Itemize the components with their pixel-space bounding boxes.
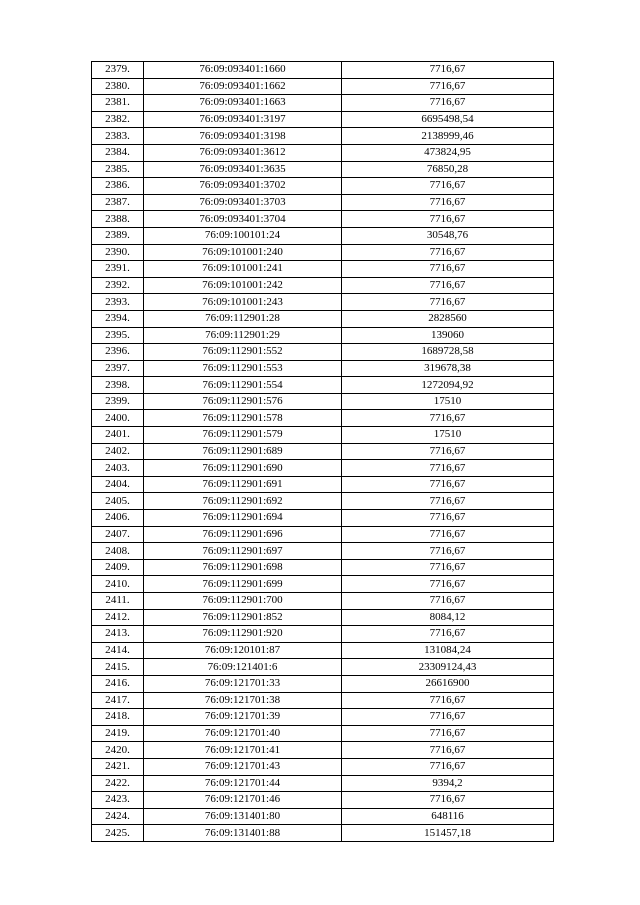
row-number-cell: 2418.: [92, 709, 144, 726]
value-cell: 7716,67: [342, 526, 554, 543]
table-row: [92, 559, 554, 576]
value-cell: 7716,67: [342, 211, 554, 228]
row-number-cell: 2394.: [92, 310, 144, 327]
table-row: [92, 626, 554, 643]
cadastral-number-cell: 76:09:093401:3198: [144, 128, 342, 145]
row-number-cell: 2392.: [92, 277, 144, 294]
value-cell: 7716,67: [342, 277, 554, 294]
cadastral-number-cell: 76:09:112901:578: [144, 410, 342, 427]
row-number-cell: 2401.: [92, 427, 144, 444]
cadastral-number-cell: 76:09:112901:553: [144, 360, 342, 377]
table-row: [92, 211, 554, 228]
cadastral-number-cell: 76:09:121701:43: [144, 758, 342, 775]
value-cell: 7716,67: [342, 294, 554, 311]
table-row: [92, 808, 554, 825]
cadastral-number-cell: 76:09:112901:698: [144, 559, 342, 576]
table-row: [92, 62, 554, 79]
value-cell: 7716,67: [342, 95, 554, 112]
row-number-cell: 2382.: [92, 111, 144, 128]
value-cell: 7716,67: [342, 443, 554, 460]
table-row: [92, 144, 554, 161]
row-number-cell: 2400.: [92, 410, 144, 427]
table-row: [92, 460, 554, 477]
cadastral-number-cell: 76:09:112901:852: [144, 609, 342, 626]
row-number-cell: 2414.: [92, 642, 144, 659]
value-cell: 319678,38: [342, 360, 554, 377]
value-cell: 9394,2: [342, 775, 554, 792]
row-number-cell: 2415.: [92, 659, 144, 676]
cadastral-number-cell: 76:09:112901:692: [144, 493, 342, 510]
value-cell: 139060: [342, 327, 554, 344]
table-row: [92, 526, 554, 543]
row-number-cell: 2383.: [92, 128, 144, 145]
value-cell: 151457,18: [342, 825, 554, 842]
value-cell: 7716,67: [342, 709, 554, 726]
value-cell: 473824,95: [342, 144, 554, 161]
table-row: [92, 194, 554, 211]
cadastral-number-cell: 76:09:112901:576: [144, 393, 342, 410]
value-cell: 7716,67: [342, 758, 554, 775]
cadastral-number-cell: 76:09:112901:579: [144, 427, 342, 444]
table-row: [92, 178, 554, 195]
value-cell: 1689728,58: [342, 344, 554, 361]
cadastral-number-cell: 76:09:112901:697: [144, 543, 342, 560]
value-cell: 7716,67: [342, 78, 554, 95]
table-row: [92, 825, 554, 842]
value-cell: 6695498,54: [342, 111, 554, 128]
value-cell: 648116: [342, 808, 554, 825]
row-number-cell: 2380.: [92, 78, 144, 95]
value-cell: 7716,67: [342, 62, 554, 79]
cadastral-number-cell: 76:09:121701:39: [144, 709, 342, 726]
table-row: [92, 675, 554, 692]
table-row: [92, 244, 554, 261]
row-number-cell: 2423.: [92, 792, 144, 809]
value-cell: 2828560: [342, 310, 554, 327]
row-number-cell: 2407.: [92, 526, 144, 543]
cadastral-number-cell: 76:09:101001:240: [144, 244, 342, 261]
value-cell: 2138999,46: [342, 128, 554, 145]
table-row: [92, 593, 554, 610]
row-number-cell: 2411.: [92, 593, 144, 610]
cadastral-number-cell: 76:09:101001:242: [144, 277, 342, 294]
cadastral-number-cell: 76:09:101001:241: [144, 261, 342, 278]
row-number-cell: 2388.: [92, 211, 144, 228]
value-cell: 76850,28: [342, 161, 554, 178]
cadastral-number-cell: 76:09:131401:80: [144, 808, 342, 825]
cadastral-number-cell: 76:09:120101:87: [144, 642, 342, 659]
cadastral-number-cell: 76:09:100101:24: [144, 227, 342, 244]
table-row: [92, 792, 554, 809]
row-number-cell: 2424.: [92, 808, 144, 825]
row-number-cell: 2390.: [92, 244, 144, 261]
value-cell: 7716,67: [342, 493, 554, 510]
table-row: [92, 725, 554, 742]
row-number-cell: 2425.: [92, 825, 144, 842]
row-number-cell: 2389.: [92, 227, 144, 244]
cadastral-number-cell: 76:09:093401:1663: [144, 95, 342, 112]
row-number-cell: 2410.: [92, 576, 144, 593]
value-cell: 7716,67: [342, 244, 554, 261]
cadastral-number-cell: 76:09:121701:33: [144, 675, 342, 692]
table-row: [92, 410, 554, 427]
row-number-cell: 2413.: [92, 626, 144, 643]
table-row: [92, 227, 554, 244]
cadastral-number-cell: 76:09:093401:3704: [144, 211, 342, 228]
table-row: [92, 327, 554, 344]
value-cell: 7716,67: [342, 410, 554, 427]
table-row: [92, 443, 554, 460]
value-cell: 7716,67: [342, 742, 554, 759]
value-cell: 7716,67: [342, 261, 554, 278]
table-row: [92, 111, 554, 128]
value-cell: 8084,12: [342, 609, 554, 626]
value-cell: 7716,67: [342, 543, 554, 560]
table-row: [92, 659, 554, 676]
table-row: [92, 310, 554, 327]
cadastral-number-cell: 76:09:093401:3703: [144, 194, 342, 211]
cadastral-number-cell: 76:09:093401:3702: [144, 178, 342, 195]
table-row: [92, 476, 554, 493]
table-row: [92, 393, 554, 410]
value-cell: 7716,67: [342, 510, 554, 527]
cadastral-number-cell: 76:09:093401:3197: [144, 111, 342, 128]
row-number-cell: 2393.: [92, 294, 144, 311]
row-number-cell: 2396.: [92, 344, 144, 361]
row-number-cell: 2387.: [92, 194, 144, 211]
row-number-cell: 2381.: [92, 95, 144, 112]
row-number-cell: 2422.: [92, 775, 144, 792]
table-row: [92, 344, 554, 361]
row-number-cell: 2406.: [92, 510, 144, 527]
cadastral-number-cell: 76:09:121401:6: [144, 659, 342, 676]
data-table: [91, 61, 554, 842]
value-cell: 17510: [342, 393, 554, 410]
row-number-cell: 2408.: [92, 543, 144, 560]
value-cell: 7716,67: [342, 593, 554, 610]
table-row: [92, 642, 554, 659]
table-body: [92, 62, 554, 842]
table-row: [92, 543, 554, 560]
table-row: [92, 377, 554, 394]
value-cell: 131084,24: [342, 642, 554, 659]
value-cell: 7716,67: [342, 460, 554, 477]
row-number-cell: 2399.: [92, 393, 144, 410]
cadastral-number-cell: 76:09:112901:699: [144, 576, 342, 593]
row-number-cell: 2398.: [92, 377, 144, 394]
cadastral-number-cell: 76:09:121701:44: [144, 775, 342, 792]
cadastral-number-cell: 76:09:112901:554: [144, 377, 342, 394]
cadastral-number-cell: 76:09:121701:38: [144, 692, 342, 709]
cadastral-number-cell: 76:09:112901:691: [144, 476, 342, 493]
table-row: [92, 427, 554, 444]
cadastral-number-cell: 76:09:093401:3612: [144, 144, 342, 161]
table-row: [92, 709, 554, 726]
value-cell: 17510: [342, 427, 554, 444]
row-number-cell: 2397.: [92, 360, 144, 377]
value-cell: 7716,67: [342, 725, 554, 742]
table-row: [92, 128, 554, 145]
cadastral-number-cell: 76:09:093401:3635: [144, 161, 342, 178]
cadastral-number-cell: 76:09:121701:46: [144, 792, 342, 809]
table-row: [92, 95, 554, 112]
row-number-cell: 2405.: [92, 493, 144, 510]
cadastral-number-cell: 76:09:112901:29: [144, 327, 342, 344]
row-number-cell: 2386.: [92, 178, 144, 195]
value-cell: 7716,67: [342, 626, 554, 643]
row-number-cell: 2404.: [92, 476, 144, 493]
row-number-cell: 2402.: [92, 443, 144, 460]
row-number-cell: 2421.: [92, 758, 144, 775]
value-cell: 7716,67: [342, 178, 554, 195]
row-number-cell: 2419.: [92, 725, 144, 742]
table-row: [92, 277, 554, 294]
row-number-cell: 2420.: [92, 742, 144, 759]
row-number-cell: 2385.: [92, 161, 144, 178]
table-row: [92, 576, 554, 593]
table-row: [92, 758, 554, 775]
value-cell: 26616900: [342, 675, 554, 692]
value-cell: 7716,67: [342, 692, 554, 709]
row-number-cell: 2395.: [92, 327, 144, 344]
row-number-cell: 2417.: [92, 692, 144, 709]
cadastral-number-cell: 76:09:112901:690: [144, 460, 342, 477]
value-cell: 7716,67: [342, 576, 554, 593]
cadastral-number-cell: 76:09:121701:41: [144, 742, 342, 759]
value-cell: 7716,67: [342, 476, 554, 493]
value-cell: 30548,76: [342, 227, 554, 244]
value-cell: 7716,67: [342, 559, 554, 576]
cadastral-number-cell: 76:09:093401:1662: [144, 78, 342, 95]
cadastral-number-cell: 76:09:112901:700: [144, 593, 342, 610]
row-number-cell: 2384.: [92, 144, 144, 161]
row-number-cell: 2409.: [92, 559, 144, 576]
table-row: [92, 360, 554, 377]
value-cell: 7716,67: [342, 194, 554, 211]
cadastral-number-cell: 76:09:131401:88: [144, 825, 342, 842]
cadastral-number-cell: 76:09:093401:1660: [144, 62, 342, 79]
cadastral-number-cell: 76:09:121701:40: [144, 725, 342, 742]
table-row: [92, 692, 554, 709]
cadastral-number-cell: 76:09:112901:920: [144, 626, 342, 643]
table-row: [92, 294, 554, 311]
value-cell: 1272094,92: [342, 377, 554, 394]
cadastral-number-cell: 76:09:112901:694: [144, 510, 342, 527]
row-number-cell: 2412.: [92, 609, 144, 626]
value-cell: 7716,67: [342, 792, 554, 809]
row-number-cell: 2403.: [92, 460, 144, 477]
cadastral-number-cell: 76:09:112901:28: [144, 310, 342, 327]
table-row: [92, 510, 554, 527]
cadastral-number-cell: 76:09:101001:243: [144, 294, 342, 311]
row-number-cell: 2391.: [92, 261, 144, 278]
table-row: [92, 775, 554, 792]
value-cell: 23309124,43: [342, 659, 554, 676]
row-number-cell: 2416.: [92, 675, 144, 692]
table-row: [92, 493, 554, 510]
table-row: [92, 78, 554, 95]
table-row: [92, 742, 554, 759]
table-row: [92, 261, 554, 278]
cadastral-number-cell: 76:09:112901:689: [144, 443, 342, 460]
table-row: [92, 161, 554, 178]
row-number-cell: 2379.: [92, 62, 144, 79]
cadastral-number-cell: 76:09:112901:696: [144, 526, 342, 543]
cadastral-number-cell: 76:09:112901:552: [144, 344, 342, 361]
table-row: [92, 609, 554, 626]
